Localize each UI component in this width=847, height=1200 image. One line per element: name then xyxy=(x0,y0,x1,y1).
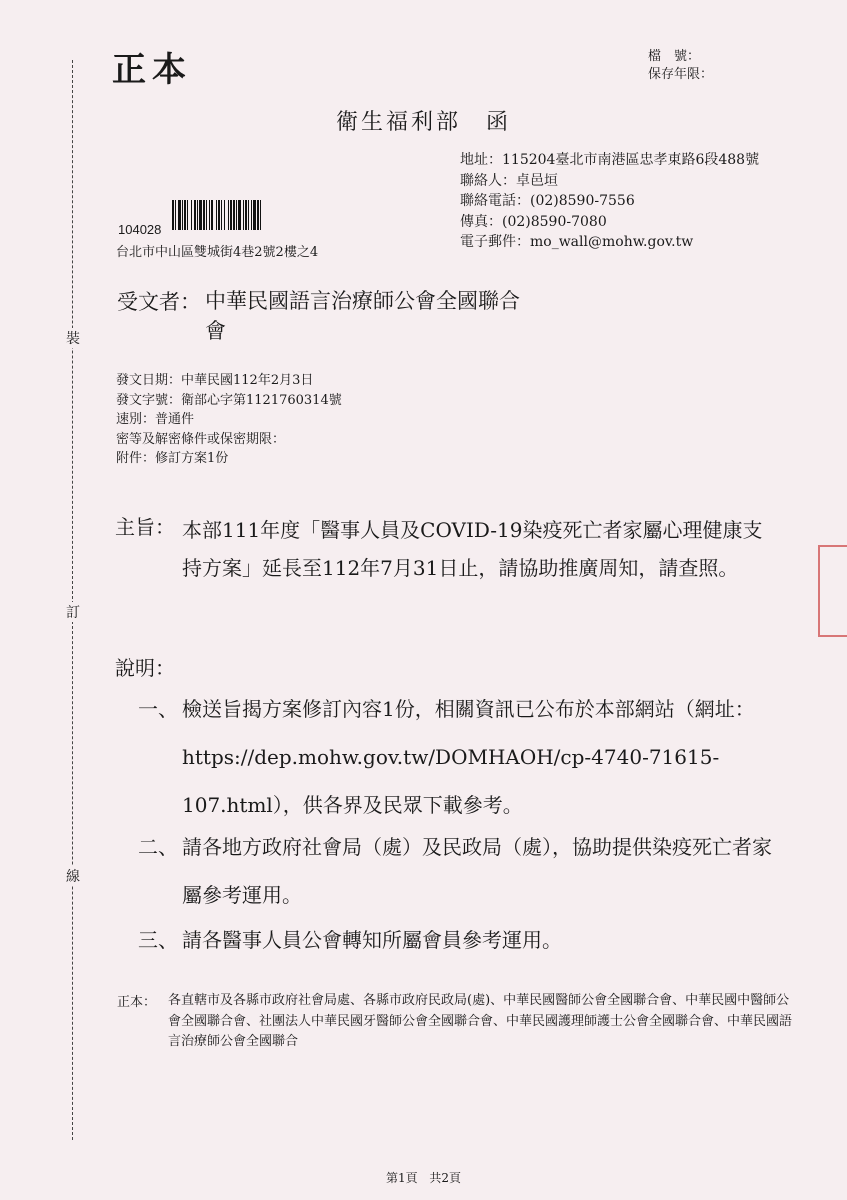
contact-person: 聯絡人：卓邑垣 xyxy=(460,172,558,189)
dispatch-date: 發文日期：中華民國112年2月3日 xyxy=(116,373,314,388)
binding-mark-ding: 訂 xyxy=(64,602,82,622)
item-text: 請各地方政府社會局（處）及民政局（處），協助提供染疫死亡者家屬參考運用。 xyxy=(182,835,772,907)
postal-barcode xyxy=(172,200,378,230)
copy-type-heading: 正本 xyxy=(112,50,192,90)
subject-label: 主旨： xyxy=(115,515,175,539)
description-label: 說明： xyxy=(115,656,175,680)
page-footer xyxy=(0,1169,847,1186)
binding-dashed-line xyxy=(72,60,73,1140)
dispatch-speed: 速別：普通件 xyxy=(116,412,195,427)
page-number: 第1頁 xyxy=(385,1171,418,1185)
file-number-label: 檔 號： xyxy=(648,49,701,64)
mailing-address: 台北市中山區雙城街4巷2號2樓之4 xyxy=(116,245,319,260)
recipient-name: 中華民國語言治療師公會全國聯合會 xyxy=(205,289,520,343)
contact-fax: 傳真：(02)8590-7080 xyxy=(460,213,607,230)
document-title: 衛生福利部 函 xyxy=(335,110,511,135)
dispatch-number: 發文字號：衛部心字第1121760314號 xyxy=(116,392,342,408)
item-number: 三、 xyxy=(138,928,178,952)
mailing-postcode: 104028 xyxy=(118,222,162,237)
item-text: 檢送旨揭方案修訂內容1份，相關資訊已公布於本部網站（網址：https://dep.mohw.gov.tw/DOMHAOH/cp-4740-71615-107.html），供各界及民眾下載參考。 xyxy=(182,697,755,817)
contact-phone: 聯絡電話：(02)8590-7556 xyxy=(460,193,635,209)
cc-recipients: 各直轄市及各縣市政府社會局處、各縣市政府民政局(處)、中華民國醫師公會全國聯合會、中華民國中醫師公會全國聯合會、社團法人中華民國牙醫師公會全國聯合會、中華民國護理師護士公會全國聯合會、中華民國語言治療師公會全國聯合 xyxy=(168,993,793,1049)
contact-email: 電子郵件：mo_wall@mohw.gov.tw xyxy=(460,234,694,250)
cc-label: 正本： xyxy=(117,995,157,1010)
binding-mark-xian: 線 xyxy=(64,866,82,886)
subject-text: 本部111年度「醫事人員及COVID-19染疫死亡者家屬心理健康支持方案」延長至112年7月31日止，請協助推廣周知，請查照。 xyxy=(182,518,763,580)
retention-period-label: 保存年限： xyxy=(648,67,714,82)
attachment-info: 附件：修訂方案1份 xyxy=(116,451,229,466)
binding-mark-zhuang: 裝 xyxy=(64,328,82,348)
item-text: 請各醫事人員公會轉知所屬會員參考運用。 xyxy=(182,928,562,952)
page-total: 共2頁 xyxy=(429,1171,462,1185)
item-number: 一、 xyxy=(138,697,178,721)
recipient-label: 受文者： xyxy=(117,290,201,314)
contact-address: 地址：115204臺北市南港區忠孝東路6段488號 xyxy=(460,152,760,168)
seal-stamp-fragment xyxy=(818,545,847,637)
item-number: 二、 xyxy=(138,835,178,859)
secrecy-level: 密等及解密條件或保密期限： xyxy=(116,431,286,447)
contact-block xyxy=(460,150,759,253)
dispatch-meta xyxy=(116,371,342,469)
